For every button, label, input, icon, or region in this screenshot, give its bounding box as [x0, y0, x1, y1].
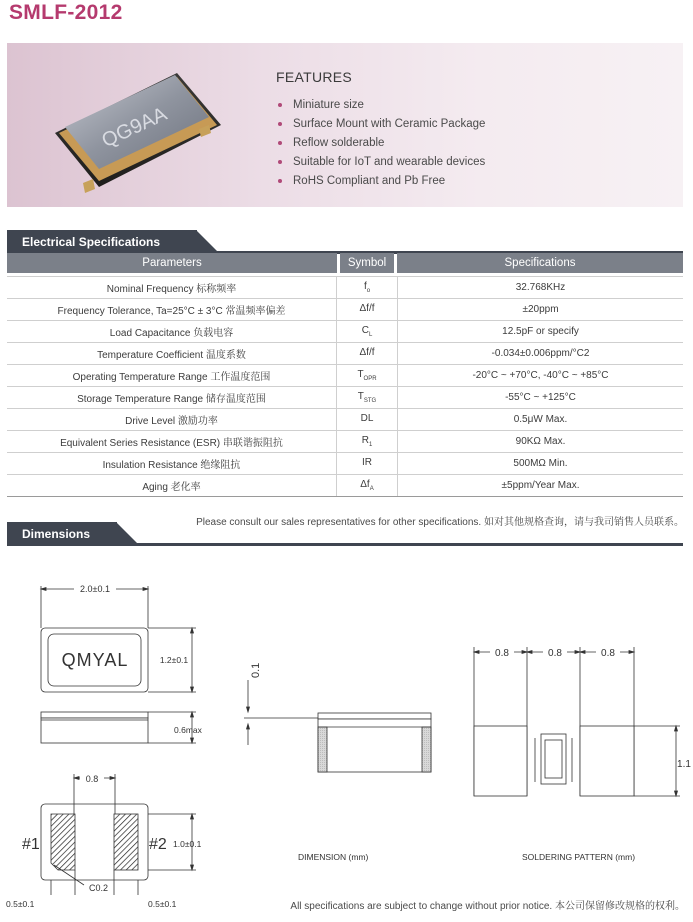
chamfer-label: C0.2: [89, 883, 109, 893]
dimensions-section-header: [7, 522, 683, 546]
electrical-section-header: [7, 230, 683, 254]
package-marking: QMYAL: [61, 650, 129, 670]
pad-height-label: 1.0±0.1: [173, 839, 202, 849]
soldering-pattern: [474, 644, 680, 796]
chip-marking: QG9AA: [98, 103, 171, 153]
pitch-label-3: 0.8: [601, 648, 615, 659]
clearance-label: 0.1: [250, 662, 262, 678]
side-view: [41, 712, 196, 743]
pad-left-width-label: 0.5±0.1: [6, 899, 35, 909]
bullet-icon: [278, 122, 282, 126]
pattern-height-label: 1.1: [677, 759, 691, 770]
bottom-view: [41, 772, 196, 895]
table-row: Frequency Tolerance, Ta=25°C ± 3°C 常温频率偏差 Δf/f ±20ppm: [7, 299, 683, 321]
top-width-label: 2.0±0.1: [80, 584, 110, 594]
bullet-icon: [278, 179, 282, 183]
table-row: Insulation Resistance 绝缘阻抗 IR 500MΩ Min.: [7, 453, 683, 475]
parameters-header: Parameters: [7, 253, 337, 273]
pad2-label: #2: [149, 836, 167, 853]
dimensions-section-title: Dimensions: [7, 522, 117, 546]
top-view: [41, 583, 196, 692]
table-row: Operating Temperature Range 工作温度范围 $T_{OPR}$ -20°C ~ +70°C, -40°C ~ +85°C: [7, 365, 683, 387]
features-banner: [7, 43, 683, 207]
table-row: Nominal Frequency 标称频率 $f_o$ 32.768KHz: [7, 277, 683, 299]
pad1-label: #1: [22, 836, 40, 853]
electrical-spec-table: [7, 276, 683, 497]
bullet-icon: [278, 141, 282, 145]
thickness-label: 0.6max: [174, 725, 202, 735]
table-row: Load Capacitance 负载电容 $C_L$ 12.5pF or specify: [7, 321, 683, 343]
table-row: Drive Level 激励功率 DL 0.5μW Max.: [7, 409, 683, 431]
dimension-drawings: [0, 560, 693, 895]
product-title: SMLF-2012: [9, 1, 123, 24]
soldering-caption: SOLDERING PATTERN (mm): [522, 852, 636, 862]
feature-item: Surface Mount with Ceramic Package: [276, 115, 485, 134]
bullet-icon: [278, 103, 282, 107]
features-heading: FEATURES: [276, 69, 353, 85]
pad-right-width-label: 0.5±0.1: [148, 899, 177, 909]
feature-item: RoHS Compliant and Pb Free: [276, 172, 485, 191]
table-row: Temperature Coefficient 温度系数 Δf/f -0.034±0.006ppm/°C2: [7, 343, 683, 365]
features-list: [276, 96, 485, 191]
footer-note: All specifications are subject to change without prior notice. 本公司保留修改规格的权利。: [290, 901, 685, 912]
pad-gap-label: 0.8: [85, 774, 99, 784]
table-row: Storage Temperature Range 储存温度范围 $T_{STG}$ -55°C ~ +125°C: [7, 387, 683, 409]
pitch-label-2: 0.8: [548, 648, 562, 659]
feature-item: Suitable for IoT and wearable devices: [276, 153, 485, 172]
specifications-note: Please consult our sales representatives for other specifications. 如对其他规格查询，请与我司销售人员联系。: [196, 517, 684, 528]
feature-item: Miniature size: [276, 96, 485, 115]
table-row: Aging 老化率 $\Delta f_A$ ±5ppm/Year Max.: [7, 475, 683, 497]
top-height-label: 1.2±0.1: [159, 655, 189, 665]
electrical-section-title: Electrical Specifications: [7, 230, 197, 254]
specifications-header: Specifications: [397, 253, 683, 273]
table-row: Equivalent Series Resistance (ESR) 串联谐振阻抗 $R_1$ 90KΩ Max.: [7, 431, 683, 453]
crystal-package-image: [49, 71, 229, 197]
dimension-caption: DIMENSION (mm): [298, 852, 369, 862]
profile-view: [244, 680, 431, 772]
symbol-header: Symbol: [340, 253, 394, 273]
bullet-icon: [278, 160, 282, 164]
pitch-label-1: 0.8: [495, 648, 509, 659]
feature-item: Reflow solderable: [276, 134, 485, 153]
